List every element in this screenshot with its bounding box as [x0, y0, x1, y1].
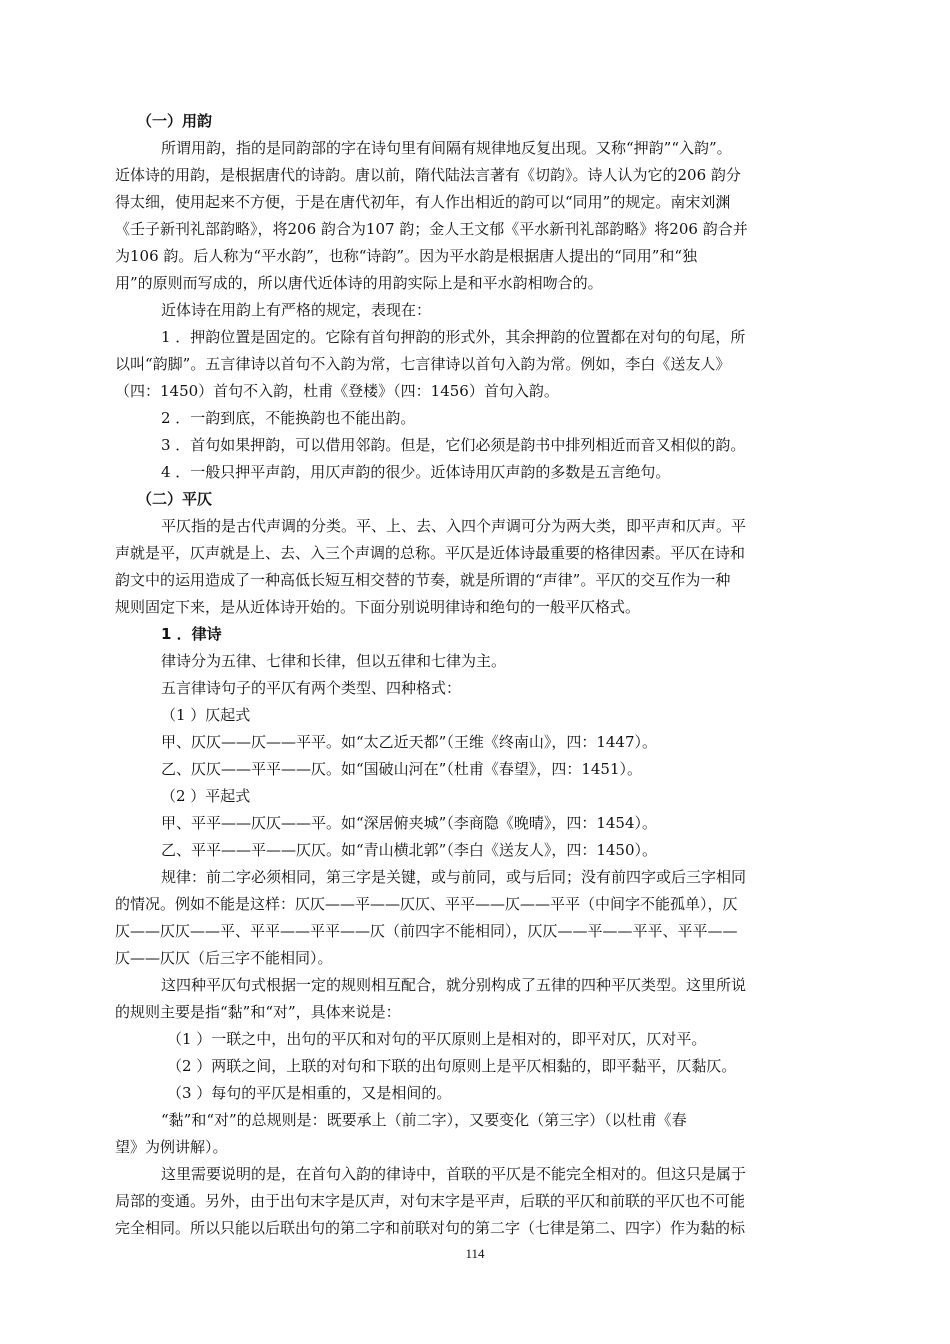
text-line: 近体诗的用韵，是根据唐代的诗韵。唐以前，隋代陆法言著有《切韵》。诗人认为它的206 韵分: [115, 166, 741, 184]
text-line: 乙、平平——平——仄仄。如“青山横北郭”（李白《送友人》，四：1450）。: [161, 841, 658, 859]
text-line: 规律：前二字必须相同，第三字是关键，或与前同，或与后同；没有前四字或后三字相同: [161, 868, 747, 886]
text-line: 用”的原则而写成的，所以唐代近体诗的用韵实际上是和平水韵相吻合的。: [115, 274, 603, 292]
text-line: 乙、仄仄——平平——仄。如“国破山河在”（杜甫《春望》，四：1451）。: [161, 760, 643, 778]
text-line: 所谓用韵，指的是同韵部的字在诗句里有间隔有规律地反复出现。又称“押韵”“入韵”。: [161, 139, 732, 157]
text-line: 望》为例讲解）。: [115, 1138, 228, 1156]
text-line: 这里需要说明的是，在首句入韵的律诗中，首联的平仄是不能完全相对的。但这只是属于: [161, 1165, 747, 1183]
text-line: “黏”和“对”的总规则是：既要承上（前二字），又要变化（第三字）（以杜甫《春: [161, 1111, 687, 1129]
section-heading: 1 ．律诗: [161, 625, 222, 643]
text-line: 平仄指的是古代声调的分类。平、上、去、入四个声调可分为两大类，即平声和仄声。平: [161, 517, 747, 535]
text-line: 甲、仄仄——仄——平平。如“太乙近天都”（王维《终南山》，四：1447）。: [161, 733, 658, 751]
text-line: （3 ）每句的平仄是相重的，又是相间的。: [167, 1084, 452, 1102]
text-line: 2 ．一韵到底，不能换韵也不能出韵。: [161, 409, 416, 427]
text-line: （1 ）一联之中，出句的平仄和对句的平仄原则上是相对的，即平对仄，仄对平。: [167, 1030, 707, 1048]
text-line: （1 ）仄起式: [161, 706, 251, 724]
text-line: 韵文中的运用造成了一种高低长短互相交替的节奏，就是所谓的“声律”。平仄的交互作为一种: [115, 571, 731, 589]
text-line: 完全相同。所以只能以后联出句的第二字和前联对句的第二字（七律是第二、四字）作为黏的标: [115, 1219, 746, 1237]
text-line: 的规则主要是指“黏”和“对”，具体来说是：: [115, 1003, 401, 1021]
text-line: 4 ．一般只押平声韵，用仄声韵的很少。近体诗用仄声韵的多数是五言绝句。: [161, 463, 671, 481]
section-heading: （二）平仄: [137, 490, 213, 508]
text-line: 局部的变通。另外，由于出句末字是仄声，对句末字是平声，后联的平仄和前联的平仄也不可能: [115, 1192, 746, 1210]
text-line: 甲、平平——仄仄——平。如“深居俯夹城”（李商隐《晚晴》，四：1454）。: [161, 814, 658, 832]
text-line: 为106 韵。后人称为“平水韵”，也称“诗韵”。因为平水韵是根据唐人提出的“同用”和“独: [115, 247, 698, 265]
text-line: 的情况。例如不能是这样：仄仄——平——仄仄、平平——仄——平平（中间字不能孤单），仄: [115, 895, 738, 913]
text-line: 以叫“韵脚”。五言律诗以首句不入韵为常，七言律诗以首句入韵为常。例如，李白《送友人》: [115, 355, 731, 373]
text-line: 仄——仄仄（后三字不能相同）。: [115, 949, 333, 967]
text-line: 声就是平，仄声就是上、去、入三个声调的总称。平仄是近体诗最重要的格律因素。平仄在诗和: [115, 544, 746, 562]
text-line: （四：1450）首句不入韵，杜甫《登楼》（四：1456）首句入韵。: [115, 382, 559, 400]
text-line: 规则固定下来，是从近体诗开始的。下面分别说明律诗和绝句的一般平仄格式。: [115, 598, 641, 616]
text-line: 这四种平仄句式根据一定的规则相互配合，就分别构成了五律的四种平仄类型。这里所说: [161, 976, 747, 994]
text-line: 得太细，使用起来不方便，于是在唐代初年，有人作出相近的韵可以“同用”的规定。南宋刘渊: [115, 193, 731, 211]
text-line: （2 ）平起式: [161, 787, 251, 805]
section-heading: （一）用韵: [137, 112, 213, 130]
text-line: 1 ．押韵位置是固定的。它除有首句押韵的形式外，其余押韵的位置都在对句的句尾，所: [161, 328, 746, 346]
text-line: 五言律诗句子的平仄有两个类型、四种格式：: [161, 679, 462, 697]
text-line: 近体诗在用韵上有严格的规定，表现在：: [161, 301, 432, 319]
text-line: 仄——仄仄——平、平平——平平——仄（前四字不能相同），仄仄——平——平平、平平——: [115, 922, 738, 940]
text-line: 3 ．首句如果押韵，可以借用邻韵。但是，它们必须是韵书中排列相近而音又相似的韵。: [161, 436, 746, 454]
text-line: 《壬子新刊礼部韵略》，将206 韵合为107 韵；金人王文郁《平水新刊礼部韵略》将206 韵合并: [115, 220, 748, 238]
page-body: [115, 108, 840, 1242]
text-line: （2 ）两联之间，上联的对句和下联的出句原则上是平仄相黏的，即平黏平，仄黏仄。: [167, 1057, 737, 1075]
text-line: 律诗分为五律、七律和长律，但以五律和七律为主。: [161, 652, 507, 670]
page-number: 114: [465, 1246, 485, 1261]
